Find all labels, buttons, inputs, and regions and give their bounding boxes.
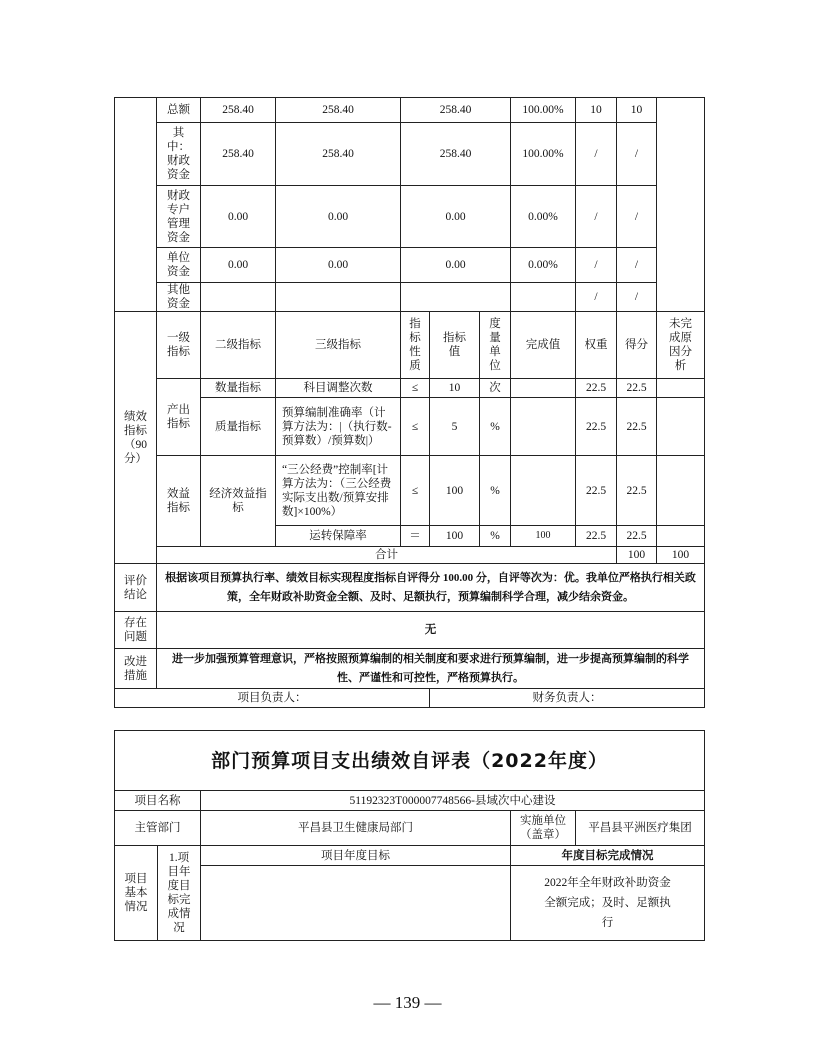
cell: ＝: [401, 526, 430, 547]
conclusion-row: [115, 564, 705, 612]
column-header: 年度目标完成情况: [511, 846, 705, 866]
cell: [401, 283, 511, 312]
goal-completion-label: 1.项目年度目标完成情况: [158, 846, 201, 941]
cell: 258.40: [401, 98, 511, 123]
cell: /: [617, 186, 657, 248]
cell: 22.5: [576, 398, 617, 456]
cell: %: [480, 398, 511, 456]
indicator-row: [115, 379, 705, 398]
cell: 258.40: [201, 98, 276, 123]
improve-row: [115, 649, 705, 689]
signature-row: [115, 689, 705, 708]
cell: 0.00: [201, 186, 276, 248]
funding-row: [115, 248, 705, 283]
indicator-row: [115, 398, 705, 456]
funding-row: [115, 186, 705, 248]
cell: 258.40: [276, 123, 401, 186]
cell: /: [576, 248, 617, 283]
column-header: 项目年度目标: [201, 846, 511, 866]
funding-section-cell: [115, 98, 157, 312]
column-header: 度量单位: [480, 312, 511, 379]
impl-unit-value: 平昌县平洲医疗集团: [576, 811, 705, 846]
dept-value: 平昌县卫生健康局部门: [201, 811, 511, 846]
cell: /: [617, 283, 657, 312]
column-header: 一级指标: [157, 312, 201, 379]
cell: [511, 283, 576, 312]
cell: [657, 379, 705, 398]
cell: 次: [480, 379, 511, 398]
cell: 5: [430, 398, 480, 456]
cell: 10: [576, 98, 617, 123]
project-name-label: 项目名称: [115, 791, 201, 811]
project-lead-label: 项目负责人：: [115, 689, 430, 708]
funding-row: [115, 98, 705, 123]
column-header: 指标性质: [401, 312, 430, 379]
level2-indicator: 数量指标: [201, 379, 276, 398]
level1-indicator: 产出指标: [157, 379, 201, 456]
cell: 22.5: [617, 398, 657, 456]
level3-indicator: 科目调整次数: [276, 379, 401, 398]
cell: 258.40: [401, 123, 511, 186]
total-label: 合计: [157, 547, 617, 564]
goal-completion-value: 2022年全年财政补助资金全额完成；及时、足额执行: [511, 866, 705, 941]
funding-label: 其中：财政资金: [157, 123, 201, 186]
cell: /: [576, 283, 617, 312]
cell: 0.00: [276, 186, 401, 248]
cell: 100: [430, 526, 480, 547]
indicator-row: [115, 456, 705, 526]
cell: [276, 283, 401, 312]
self-evaluation-form: [114, 730, 705, 941]
level3-indicator: 运转保障率: [276, 526, 401, 547]
cell: [657, 398, 705, 456]
cell: 10: [430, 379, 480, 398]
indicator-section-label: 绩效指标（90分）: [115, 312, 157, 564]
level3-indicator: “三公经费”控制率[计算方法为：（三公经费实际支出数/预算安排数]×100%）: [276, 456, 401, 526]
cell: 0.00: [401, 186, 511, 248]
funding-label: 财政专户管理资金: [157, 186, 201, 248]
form-title: 部门预算项目支出绩效自评表（2022年度）: [115, 731, 705, 791]
project-name-value: 51192323T000007748566-县域次中心建设: [201, 791, 705, 811]
dept-label: 主管部门: [115, 811, 201, 846]
cell: [511, 379, 576, 398]
cell: 0.00: [201, 248, 276, 283]
funding-remark-cell: [657, 98, 705, 312]
cell: [511, 398, 576, 456]
cell: /: [576, 186, 617, 248]
impl-unit-label: 实施单位（盖章）: [511, 811, 576, 846]
improve-text: 进一步加强预算管理意识，严格按照预算编制的相关制度和要求进行预算编制，进一步提高预算编制的科学性、严谨性和可控性，严格预算执行。: [157, 649, 705, 689]
cell: 0.00: [401, 248, 511, 283]
cell: ≤: [401, 379, 430, 398]
level1-indicator: 效益指标: [157, 456, 201, 547]
cell: 0.00: [276, 248, 401, 283]
cell: 100: [430, 456, 480, 526]
annual-goal-value: [201, 866, 511, 941]
cell: 100.00%: [511, 123, 576, 186]
cell: [201, 283, 276, 312]
total-weight: 100: [617, 547, 657, 564]
cell: 22.5: [617, 456, 657, 526]
funding-label: 其他资金: [157, 283, 201, 312]
cell: 22.5: [576, 526, 617, 547]
cell: [657, 456, 705, 526]
cell: 258.40: [201, 123, 276, 186]
finance-lead-label: 财务负责人：: [430, 689, 705, 708]
column-header: 权重: [576, 312, 617, 379]
column-header: 二级指标: [201, 312, 276, 379]
cell: 22.5: [576, 456, 617, 526]
level2-indicator: 经济效益指标: [201, 456, 276, 547]
column-header: 三级指标: [276, 312, 401, 379]
issues-label: 存在问题: [115, 612, 157, 649]
cell: 258.40: [276, 98, 401, 123]
level3-indicator: 预算编制准确率（计算方法为：|（执行数-预算数）/预算数|）: [276, 398, 401, 456]
cell: %: [480, 526, 511, 547]
cell: 100.00%: [511, 98, 576, 123]
total-row: [115, 547, 705, 564]
total-score: 100: [657, 547, 705, 564]
improve-label: 改进措施: [115, 649, 157, 689]
column-header: 未完成原因分析: [657, 312, 705, 379]
cell: %: [480, 456, 511, 526]
issues-text: 无: [157, 612, 705, 649]
cell: /: [617, 248, 657, 283]
column-header: 得分: [617, 312, 657, 379]
conclusion-label: 评价结论: [115, 564, 157, 612]
funding-row: [115, 283, 705, 312]
cell: /: [617, 123, 657, 186]
cell: 0.00%: [511, 248, 576, 283]
funding-row: [115, 123, 705, 186]
cell: 22.5: [617, 526, 657, 547]
cell: 0.00%: [511, 186, 576, 248]
conclusion-text: 根据该项目预算执行率、绩效目标实现程度指标自评得分 100.00 分，自评等次为：优。我单位严格执行相关政策，全年财政补助资金全额、及时、足额执行，预算编制科学合理，减少结余资金。: [157, 564, 705, 612]
page-number: — 139 —: [373, 993, 442, 1012]
column-header: 指标值: [430, 312, 480, 379]
cell: 10: [617, 98, 657, 123]
cell: 22.5: [576, 379, 617, 398]
funding-label: 总额: [157, 98, 201, 123]
cell: /: [576, 123, 617, 186]
cell: ≤: [401, 398, 430, 456]
cell: 100: [511, 526, 576, 547]
cell: ≤: [401, 456, 430, 526]
issues-row: [115, 612, 705, 649]
basic-info-label: 项目基本情况: [115, 846, 158, 941]
indicator-header-row: [115, 312, 705, 379]
level2-indicator: 质量指标: [201, 398, 276, 456]
column-header: 完成值: [511, 312, 576, 379]
cell: 22.5: [617, 379, 657, 398]
performance-table-continued: [114, 97, 705, 708]
cell: [511, 456, 576, 526]
funding-label: 单位资金: [157, 248, 201, 283]
cell: [657, 526, 705, 547]
